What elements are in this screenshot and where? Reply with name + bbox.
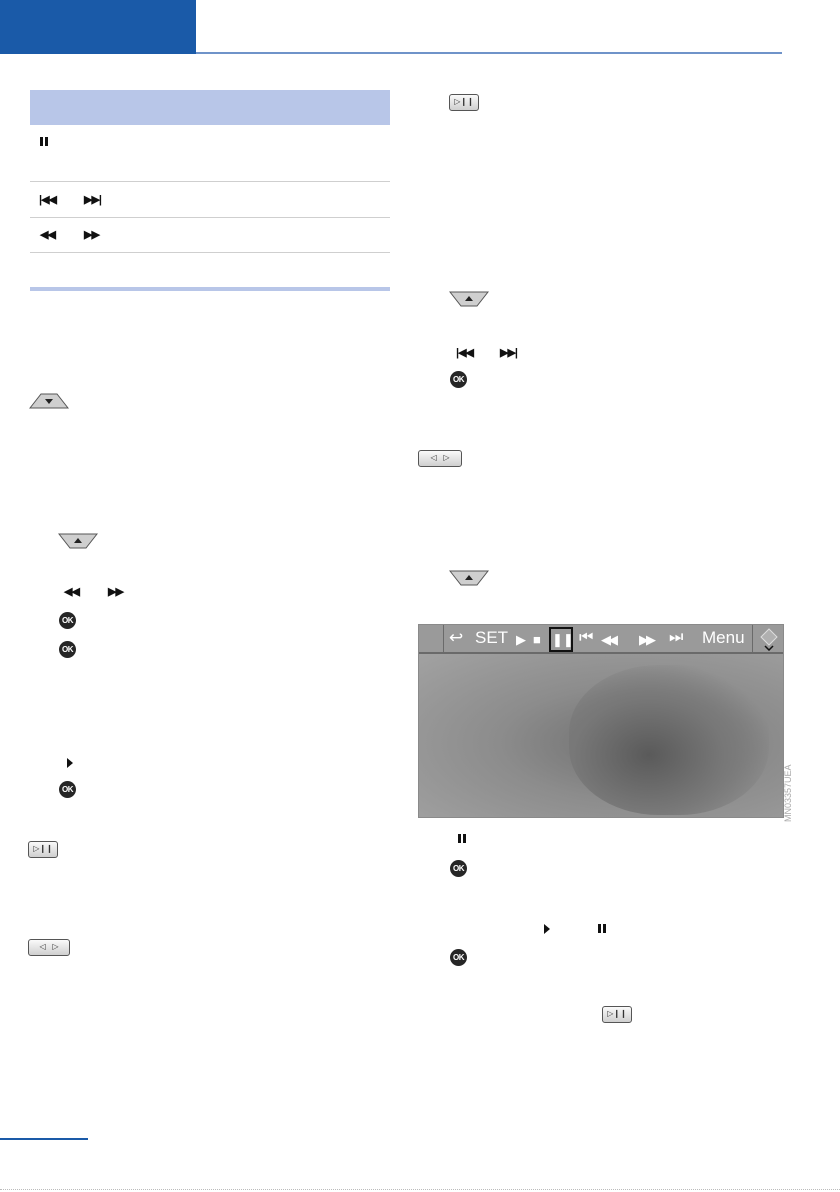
ok-button-icon: OK [59,612,76,629]
rewind-icon: ◀◀ [64,586,79,598]
pause-icon [40,137,48,146]
rewind-icon: ◀◀ [40,229,55,241]
play-icon [67,758,73,768]
table-row-divider [30,217,390,218]
playback-toolbar [419,625,783,654]
table-bottom-rule [30,287,390,291]
left-right-button-icon: ◁ ▷ [28,939,70,956]
skip-next-icon: ⏭ [669,629,684,646]
skip-next-icon: ▶▶| [500,347,517,359]
play-pause-button-icon: ▷❙❙ [28,841,58,858]
play-pause-button-icon: ▷❙❙ [449,94,479,111]
image-code: MN03357UEA [783,764,793,822]
pause-icon: ❚❚ [552,632,574,647]
skip-previous-icon: |◀◀ [456,347,473,359]
table-header [30,90,390,125]
left-right-button-icon: ◁ ▷ [418,450,462,467]
stop-icon: ■ [533,632,541,647]
up-button-icon [58,533,98,549]
table-row-divider [30,252,390,253]
rewind-icon: ◀◀ [601,632,615,647]
skip-previous-icon: |◀◀ [39,194,56,206]
back-icon: ↩ [449,628,464,647]
ok-button-icon: OK [59,641,76,658]
up-button-icon [449,291,489,307]
pause-icon [458,834,466,843]
toolbar-separator [752,625,753,652]
footer-dotted-line [0,1189,840,1190]
play-icon: ▶ [516,632,526,647]
ok-button-icon: OK [450,371,467,388]
footer-rule [0,1138,88,1140]
fast-forward-icon: ▶▶ [639,632,653,647]
pause-icon [598,924,606,933]
play-pause-button-icon: ▷❙❙ [602,1006,632,1023]
fast-forward-icon: ▶▶ [84,229,99,241]
skip-previous-icon: ⏮ [579,629,594,646]
chapter-tab [0,0,196,54]
video-screen-screenshot [418,624,784,818]
fast-forward-icon: ▶▶ [108,586,123,598]
ok-button-icon: OK [450,860,467,877]
ok-button-icon: OK [59,781,76,798]
ok-button-icon: OK [450,949,467,966]
menu-label: Menu [702,628,745,647]
table-row-divider [30,181,390,182]
set-label: SET [475,628,509,647]
down-button-icon [29,393,69,409]
play-icon [544,924,550,934]
toolbar-separator [443,625,444,652]
header-rule [196,52,782,54]
controller-icon [757,627,781,651]
skip-next-icon: ▶▶| [84,194,101,206]
up-button-icon [449,570,489,586]
video-frame-motif [569,665,769,815]
